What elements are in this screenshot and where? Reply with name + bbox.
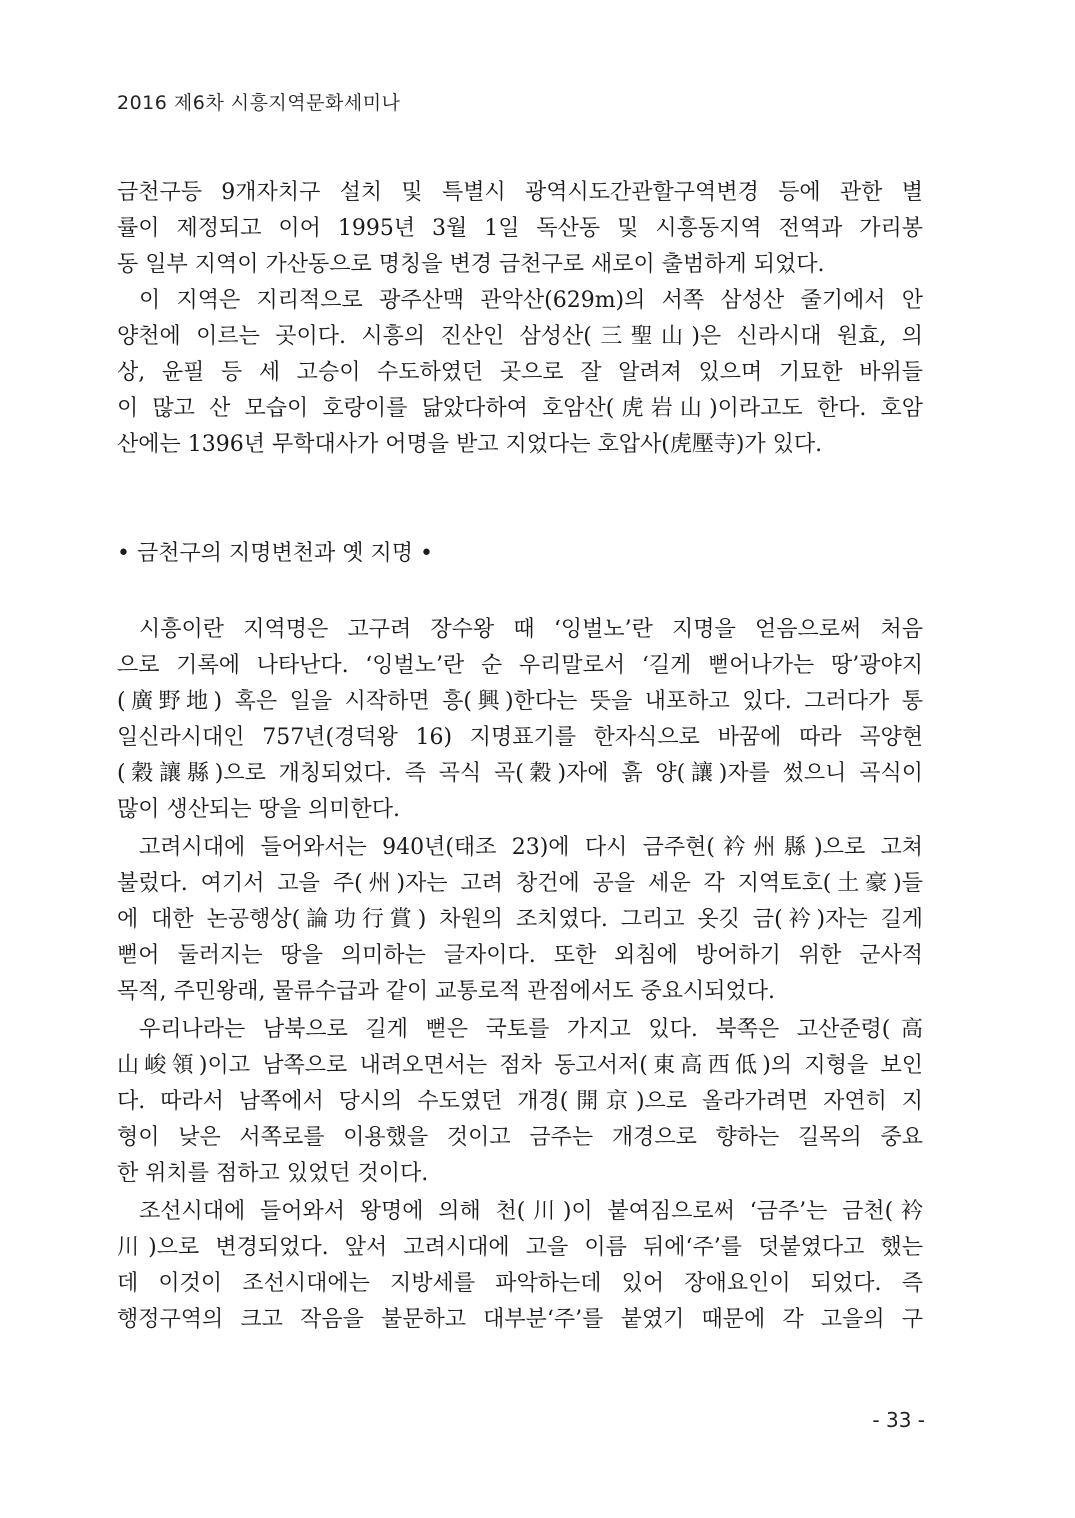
- text-line: 山峻領)이고 남쪽으로 내려오면서는 점차 동고서저(東高西低)의 지형을 보인: [117, 1053, 923, 1078]
- text-line: 시흥이란 지역명은 고구려 장수왕 때 ‘잉벌노’란 지명을 얻음으로써 처음: [139, 617, 923, 642]
- text-line: 데 이것이 조선시대에는 지방세를 파악하는데 있어 장애요인이 되었다. 즉: [117, 1271, 923, 1296]
- text-line: 률이 제정되고 이어 1995년 3월 1일 독산동 및 시흥동지역 전역과 가리봉: [117, 216, 923, 241]
- text-line: 상, 윤필 등 세 고승이 수도하였던 곳으로 잘 알려져 있으며 기묘한 바위들: [117, 360, 923, 385]
- text-line: 산에는 1396년 무학대사가 어명을 받고 지었다는 호압사(虎壓寺)가 있다.: [117, 432, 823, 457]
- text-line: 동 일부 지역이 가산동으로 명칭을 변경 금천구로 새로이 출범하게 되었다.: [117, 252, 825, 277]
- text-line: (廣野地) 혹은 일을 시작하면 흥(興)한다는 뜻을 내포하고 있다. 그러다가 통: [117, 689, 923, 714]
- text-line: 한 위치를 점하고 있었던 것이다.: [117, 1161, 429, 1186]
- text-line: 불렀다. 여기서 고을 주(州)자는 고려 창건에 공을 세운 각 지역토호(土豪)들: [117, 871, 923, 896]
- text-line: 금천구등 9개자치구 설치 및 특별시 광역시도간관할구역변경 등에 관한 별: [117, 180, 923, 205]
- text-line: (穀讓縣)으로 개칭되었다. 즉 곡식 곡(穀)자에 흙 양(讓)자를 썼으니 곡식이: [117, 761, 923, 786]
- text-line: 많이 생산되는 땅을 의미한다.: [117, 797, 400, 822]
- text-line: 에 대한 논공행상(論功行賞) 차원의 조치였다. 그리고 옷깃 금(衿)자는 길게: [117, 907, 923, 932]
- text-line: 행정구역의 크고 작음을 불문하고 대부분‘주’를 붙였기 때문에 각 고을의 구: [117, 1307, 923, 1332]
- text-line: 형이 낮은 서쪽로를 이용했을 것이고 금주는 개경으로 향하는 길목의 중요: [117, 1125, 923, 1150]
- text-line: 우리나라는 남북으로 길게 뻗은 국토를 가지고 있다. 북쪽은 고산준령(高: [139, 1017, 923, 1042]
- running-header: 2016 제6차 시흥지역문화세미나: [117, 92, 401, 114]
- section-heading: • 금천구의 지명변천과 옛 지명 •: [117, 541, 433, 566]
- text-line: 川)으로 변경되었다. 앞서 고려시대에 고을 이름 뒤에‘주’를 덧붙였다고 했는: [117, 1235, 923, 1260]
- text-line: 고려시대에 들어와서는 940년(태조 23)에 다시 금주현(衿州縣)으로 고쳐: [139, 835, 923, 860]
- text-line: 이 지역은 지리적으로 광주산맥 관악산(629m)의 서쪽 삼성산 줄기에서 안: [139, 288, 923, 313]
- text-line: 일신라시대인 757년(경덕왕 16) 지명표기를 한자식으로 바꿈에 따라 곡양현: [117, 725, 923, 750]
- text-line: 으로 기록에 나타난다. ‘잉벌노’란 순 우리말로서 ‘길게 뻗어나가는 땅’광야지: [117, 653, 923, 678]
- text-line: 다. 따라서 남쪽에서 당시의 수도였던 개경(開京)으로 올라가려면 자연히 지: [117, 1089, 923, 1114]
- text-line: 뻗어 둘러지는 땅을 의미하는 글자이다. 또한 외침에 방어하기 위한 군사적: [117, 943, 923, 968]
- page-number: - 33 -: [872, 1408, 925, 1432]
- text-line: 조선시대에 들어와서 왕명에 의해 천(川)이 붙여짐으로써 ‘금주’는 금천(衿: [139, 1199, 923, 1224]
- text-line: 목적, 주민왕래, 물류수급과 같이 교통로적 관점에서도 중요시되었다.: [117, 979, 775, 1004]
- text-line: 이 많고 산 모습이 호랑이를 닮았다하여 호암산(虎岩山)이라고도 한다. 호암: [117, 396, 923, 421]
- text-line: 양천에 이르는 곳이다. 시흥의 진산인 삼성산(三聖山)은 신라시대 원효, 의: [117, 324, 923, 349]
